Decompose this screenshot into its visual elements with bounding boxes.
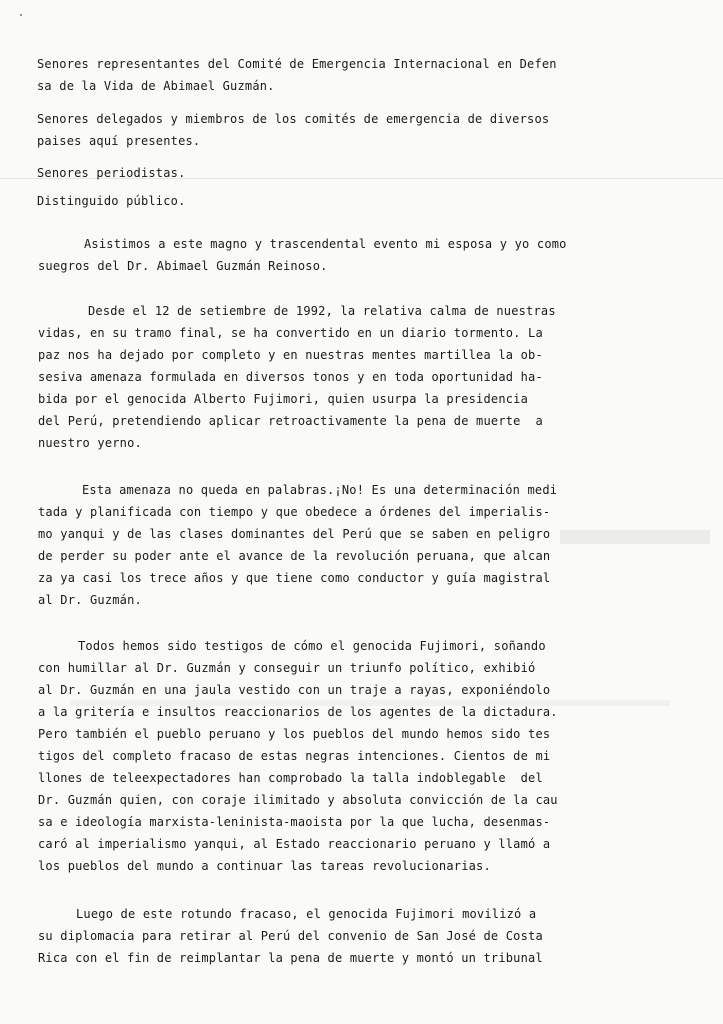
paragraph-line: paz nos ha dejado por completo y en nuestras mentes martillea la ob- (38, 348, 543, 362)
salutation-line: Senores representantes del Comité de Emergencia Internacional en Defen (37, 57, 557, 71)
paragraph-line: nuestro yerno. (38, 436, 142, 450)
paragraph-line: sa e ideología marxista-leninista-maoista por la que lucha, desenmas- (38, 815, 551, 829)
paragraph-line: del Perú, pretendiendo aplicar retroactivamente la pena de muerte a (38, 414, 543, 428)
paragraph-line: suegros del Dr. Abimael Guzmán Reinoso. (38, 259, 328, 273)
paragraph-line: caró al imperialismo yanqui, al Estado reaccionario peruano y llamó a (38, 837, 551, 851)
paragraph-line: llones de teleexpectadores han comprobado la talla indoblegable del (38, 771, 543, 785)
paragraph-line: Desde el 12 de setiembre de 1992, la relativa calma de nuestras (88, 304, 556, 318)
paragraph-line: los pueblos del mundo a continuar las tareas revolucionarias. (38, 859, 491, 873)
salutation-line: paises aquí presentes. (37, 134, 201, 148)
paragraph-line: sesiva amenaza formulada en diversos tonos y en toda oportunidad ha- (38, 370, 543, 384)
paragraph-line: Rica con el fin de reimplantar la pena de muerte y montó un tribunal (38, 951, 543, 965)
paragraph-line: al Dr. Guzmán en una jaula vestido con un traje a rayas, exponiéndolo (38, 683, 551, 697)
paragraph-line: tada y planificada con tiempo y que obedece a órdenes del imperialis- (38, 505, 551, 519)
paragraph-line: de perder su poder ante el avance de la revolución peruana, que alcan (38, 549, 551, 563)
scan-smudge (560, 530, 710, 544)
paragraph-line: a la gritería e insultos reaccionarios de los agentes de la dictadura. (38, 705, 558, 719)
paragraph-line: vidas, en su tramo final, se ha convertido en un diario tormento. La (38, 326, 543, 340)
paragraph-line: su diplomacia para retirar al Perú del convenio de San José de Costa (38, 929, 543, 943)
paragraph-line: Luego de este rotundo fracaso, el genocida Fujimori movilizó a (76, 907, 537, 921)
salutation-line: Senores periodistas. (37, 166, 186, 180)
paragraph-line: mo yanqui y de las clases dominantes del Perú que se saben en peligro (38, 527, 551, 541)
salutation-line: Distinguido público. (37, 194, 186, 208)
paragraph-line: Dr. Guzmán quien, con coraje ilimitado y absoluta convicción de la cau (38, 793, 558, 807)
paragraph-line: bida por el genocida Alberto Fujimori, quien usurpa la presidencia (38, 392, 529, 406)
paragraph-line: za ya casi los trece años y que tiene como conductor y guía magistral (38, 571, 551, 585)
paragraph-line: al Dr. Guzmán. (38, 593, 142, 607)
paragraph-line: Esta amenaza no queda en palabras.¡No! Es una determinación medi (82, 483, 558, 497)
salutation-line: sa de la Vida de Abimael Guzmán. (37, 79, 275, 93)
paragraph-line: Pero también el pueblo peruano y los pueblos del mundo hemos sido tes (38, 727, 551, 741)
paragraph-line: con humillar al Dr. Guzmán y conseguir un triunfo político, exhibió (38, 661, 536, 675)
salutation-line: Senores delegados y miembros de los comités de emergencia de diversos (37, 112, 550, 126)
paragraph-line: Asistimos a este magno y trascendental evento mi esposa y yo como (84, 237, 567, 251)
scan-speck (20, 14, 22, 16)
paragraph-line: tigos del completo fracaso de estas negras intenciones. Cientos de mi (38, 749, 551, 763)
paragraph-line: Todos hemos sido testigos de cómo el genocida Fujimori, soñando (78, 639, 546, 653)
